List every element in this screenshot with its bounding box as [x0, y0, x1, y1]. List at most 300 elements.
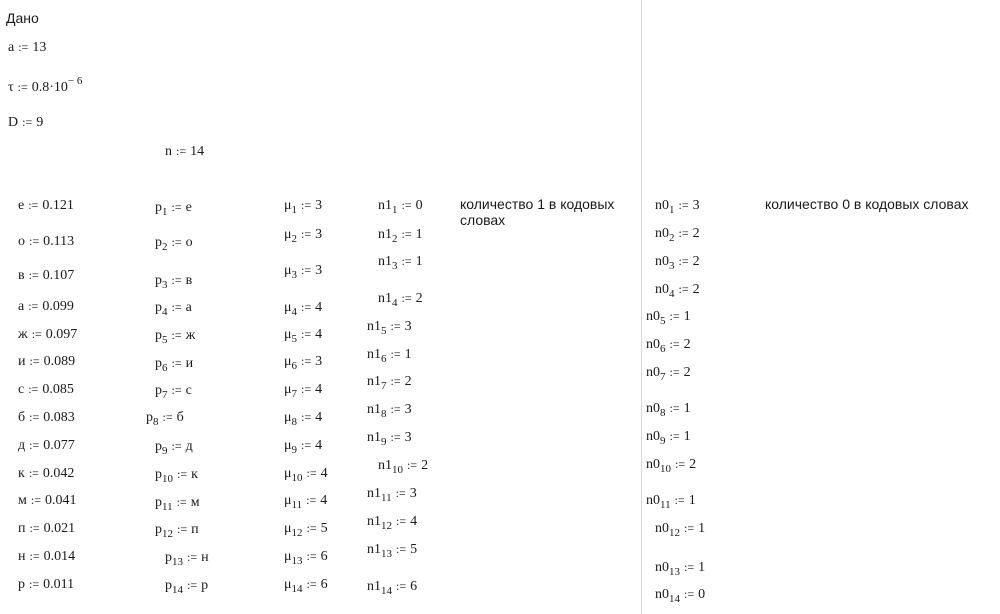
p-value: ж	[185, 328, 196, 343]
n1-var: n1	[378, 227, 392, 242]
mu-var: μ	[284, 300, 292, 315]
given-n-name: n	[165, 144, 172, 159]
mu-var: μ	[284, 227, 292, 242]
p-value: к	[191, 467, 198, 482]
assign-op: :=	[401, 291, 412, 305]
n1-var: n1	[367, 374, 381, 389]
mu-var: μ	[284, 410, 292, 425]
n1-value: 3	[409, 486, 417, 501]
n1-sub: 1	[392, 204, 398, 216]
p-sub: 12	[162, 528, 173, 540]
prob-letter: ж	[18, 327, 28, 342]
n1-row	[378, 197, 423, 214]
prob-letter: с	[18, 382, 25, 397]
n0-row	[646, 308, 691, 325]
assign-op: :=	[30, 493, 41, 507]
p-var: p	[155, 300, 162, 315]
p-row	[155, 355, 193, 372]
n1-var: n1	[367, 430, 381, 445]
p-var: p	[165, 550, 172, 565]
n1-var: n1	[367, 347, 381, 362]
mu-var: μ	[284, 521, 292, 536]
n1-sub: 3	[392, 260, 398, 272]
n1-sub: 7	[381, 380, 387, 392]
n1-var: n1	[367, 579, 381, 594]
p-sub: 6	[162, 362, 168, 374]
given-a-name: a	[8, 40, 15, 55]
n0-row	[646, 336, 691, 353]
mu-sub: 11	[291, 499, 303, 511]
assign-op: :=	[390, 430, 401, 444]
assign-op: :=	[171, 439, 182, 453]
assign-op: :=	[187, 550, 198, 564]
p-sub: 4	[162, 306, 168, 318]
mu-row	[284, 465, 328, 482]
n0-var: n0	[646, 401, 660, 416]
n1-sub: 11	[381, 492, 392, 504]
assign-op: :=	[177, 522, 188, 536]
n1-sub: 6	[381, 353, 387, 365]
prob-value: 0.097	[45, 327, 78, 342]
mu-sub: 2	[291, 233, 298, 245]
prob-row	[18, 492, 76, 509]
p-value: е	[185, 200, 192, 215]
p-var: p	[155, 383, 162, 398]
assign-op: :=	[306, 466, 317, 480]
assign-op: :=	[306, 549, 317, 563]
n1-value: 2	[404, 374, 412, 389]
assign-op: :=	[29, 410, 40, 424]
n0-sub: 11	[660, 499, 671, 511]
mu-row	[284, 262, 322, 279]
assign-op: :=	[301, 382, 312, 396]
n0-var: n0	[646, 337, 660, 352]
prob-value: 0.011	[43, 577, 75, 592]
p-sub: 10	[162, 473, 173, 485]
prob-letter: о	[18, 234, 25, 249]
mu-sub: 5	[291, 333, 298, 345]
mu-value: 4	[315, 410, 323, 425]
n0-value: 0	[698, 587, 706, 602]
prob-row	[18, 298, 74, 315]
n1-value: 4	[410, 514, 418, 529]
p-value: п	[191, 522, 199, 537]
given-D	[8, 114, 43, 131]
n0-value: 1	[698, 521, 706, 536]
assign-op: :=	[390, 319, 401, 333]
assign-op: :=	[162, 410, 173, 424]
mu-row	[284, 492, 327, 509]
prob-letter: к	[18, 466, 25, 481]
assign-op: :=	[306, 493, 317, 507]
n1-var: n1	[378, 291, 392, 306]
n0-value: 2	[689, 457, 697, 472]
n1-var: n1	[367, 319, 381, 334]
p-var: p	[155, 273, 162, 288]
mu-value: 4	[315, 438, 323, 453]
p-var: p	[155, 495, 162, 510]
n1-value: 3	[404, 430, 412, 445]
page-divider	[641, 0, 642, 614]
n0-row	[646, 456, 696, 473]
prob-row	[18, 465, 74, 482]
n1-var: n1	[367, 402, 381, 417]
given-tau-name: τ	[8, 80, 14, 95]
n0-row	[646, 400, 691, 417]
n1-value: 3	[404, 402, 412, 417]
p-value: б	[176, 410, 184, 425]
n1-row	[367, 318, 412, 335]
assign-op: :=	[390, 402, 401, 416]
prob-row	[18, 576, 74, 593]
prob-value: 0.085	[42, 382, 74, 397]
n1-row	[378, 290, 423, 307]
p-value: м	[190, 495, 200, 510]
assign-op: :=	[28, 466, 39, 480]
prob-value: 0.083	[43, 410, 75, 425]
assign-op: :=	[187, 578, 198, 592]
n0-sub: 8	[660, 407, 666, 419]
assign-op: :=	[28, 268, 39, 282]
heading: Дано	[6, 10, 39, 26]
assign-op: :=	[29, 234, 40, 248]
prob-row	[18, 409, 75, 426]
prob-value: 0.113	[43, 234, 75, 249]
prob-row	[18, 381, 74, 398]
n1-sub: 13	[381, 548, 392, 560]
p-value: в	[185, 273, 193, 288]
assign-op: :=	[684, 560, 695, 574]
mu-sub: 1	[291, 204, 298, 216]
mu-row	[284, 409, 322, 426]
n1-sub: 14	[381, 585, 392, 597]
p-row	[155, 199, 192, 216]
assign-op: :=	[407, 458, 418, 472]
mu-value: 4	[315, 327, 323, 342]
prob-letter: н	[18, 549, 26, 564]
assign-op: :=	[301, 198, 312, 212]
zeros-count-note: количество 0 в кодовых словах	[765, 196, 969, 212]
assign-op: :=	[22, 115, 33, 129]
n1-row	[367, 429, 412, 446]
p-value: и	[185, 356, 194, 371]
assign-op: :=	[678, 282, 689, 296]
p-sub: 1	[162, 206, 168, 218]
n1-value: 6	[410, 579, 418, 594]
assign-op: :=	[306, 521, 317, 535]
n0-var: n0	[646, 493, 660, 508]
n0-var: n0	[646, 365, 660, 380]
assign-op: :=	[28, 299, 39, 313]
n1-row	[367, 373, 412, 390]
p-value: с	[185, 383, 192, 398]
assign-op: :=	[28, 382, 39, 396]
prob-row	[18, 437, 75, 454]
mu-value: 5	[320, 521, 328, 536]
mu-value: 4	[315, 382, 323, 397]
assign-op: :=	[17, 80, 28, 94]
mu-var: μ	[284, 577, 292, 592]
p-var: p	[155, 356, 162, 371]
p-sub: 2	[162, 241, 168, 253]
n0-var: n0	[655, 254, 669, 269]
p-sub: 7	[162, 389, 168, 401]
assign-op: :=	[176, 144, 187, 158]
p-row	[155, 382, 192, 399]
n0-sub: 13	[669, 566, 680, 578]
mu-row	[284, 520, 328, 537]
n0-value: 1	[688, 493, 696, 508]
p-row	[155, 327, 195, 344]
n1-value: 1	[415, 227, 423, 242]
assign-op: :=	[171, 273, 182, 287]
n1-row	[378, 457, 428, 474]
mu-row	[284, 381, 322, 398]
prob-value: 0.107	[42, 268, 75, 283]
assign-op: :=	[669, 365, 680, 379]
mu-var: μ	[284, 438, 292, 453]
assign-op: :=	[669, 429, 680, 443]
assign-op: :=	[29, 577, 40, 591]
mu-var: μ	[284, 354, 292, 369]
prob-letter: р	[18, 577, 25, 592]
mu-sub: 12	[291, 527, 303, 539]
p-var: p	[146, 410, 153, 425]
p-row	[155, 272, 192, 289]
mu-value: 6	[320, 549, 328, 564]
n0-var: n0	[655, 226, 669, 241]
prob-letter: е	[18, 198, 25, 213]
mu-row	[284, 353, 322, 370]
assign-op: :=	[678, 254, 689, 268]
n0-sub: 3	[669, 260, 675, 272]
n1-value: 1	[404, 347, 412, 362]
n0-row	[646, 364, 691, 381]
mu-value: 4	[320, 493, 328, 508]
n0-var: n0	[646, 457, 660, 472]
prob-row	[18, 548, 75, 565]
n0-row	[655, 225, 700, 242]
n1-row	[367, 513, 417, 530]
assign-op: :=	[390, 347, 401, 361]
prob-value: 0.041	[44, 493, 77, 508]
assign-op: :=	[171, 300, 182, 314]
prob-value: 0.077	[43, 438, 75, 453]
assign-op: :=	[390, 374, 401, 388]
assign-op: :=	[171, 383, 182, 397]
n1-row	[367, 485, 417, 502]
assign-op: :=	[396, 514, 407, 528]
mu-var: μ	[284, 382, 292, 397]
assign-op: :=	[29, 354, 40, 368]
prob-letter: в	[18, 268, 25, 283]
n0-value: 1	[698, 560, 706, 575]
prob-letter: п	[18, 521, 26, 536]
mu-sub: 7	[291, 388, 298, 400]
n0-var: n0	[655, 198, 669, 213]
n0-sub: 10	[660, 463, 671, 475]
assign-op: :=	[684, 587, 695, 601]
n0-sub: 4	[669, 288, 675, 300]
n0-row	[655, 197, 700, 214]
n0-var: n0	[655, 587, 669, 602]
n1-var: n1	[367, 542, 381, 557]
assign-op: :=	[674, 493, 685, 507]
n1-row	[378, 226, 423, 243]
n0-sub: 9	[660, 435, 666, 447]
prob-value: 0.099	[42, 299, 74, 314]
n1-sub: 10	[392, 464, 403, 476]
prob-row	[18, 520, 75, 537]
n1-sub: 2	[392, 233, 398, 245]
assign-op: :=	[301, 227, 312, 241]
mu-value: 4	[315, 300, 323, 315]
mu-var: μ	[284, 493, 292, 508]
n0-row	[655, 520, 705, 537]
mu-row	[284, 226, 322, 243]
prob-letter: д	[18, 438, 26, 453]
mu-sub: 6	[291, 360, 298, 372]
n0-row	[655, 253, 700, 270]
assign-op: :=	[171, 356, 182, 370]
n0-row	[646, 492, 696, 509]
given-D-value: 9	[36, 115, 44, 130]
p-sub: 11	[162, 501, 173, 513]
n0-row	[655, 586, 705, 603]
assign-op: :=	[669, 401, 680, 415]
n1-row	[367, 346, 412, 363]
n1-var: n1	[378, 254, 392, 269]
n1-sub: 8	[381, 408, 387, 420]
given-a-value: 13	[32, 40, 47, 55]
mu-row	[284, 576, 328, 593]
p-var: p	[155, 467, 162, 482]
p-var: p	[155, 200, 162, 215]
n1-value: 3	[404, 319, 412, 334]
p-value: а	[185, 300, 192, 315]
mu-row	[284, 548, 328, 565]
mu-value: 4	[320, 466, 328, 481]
p-row	[165, 577, 208, 594]
n1-row	[367, 401, 412, 418]
n1-value: 0	[415, 198, 423, 213]
given-tau-value: 0.8·10	[31, 80, 68, 95]
assign-op: :=	[171, 200, 182, 214]
prob-letter: а	[18, 299, 25, 314]
assign-op: :=	[678, 198, 689, 212]
n0-row	[646, 428, 691, 445]
prob-row	[18, 267, 74, 284]
prob-value: 0.121	[42, 198, 74, 213]
prob-letter: м	[18, 493, 27, 508]
assign-op: :=	[678, 226, 689, 240]
mu-value: 3	[315, 227, 323, 242]
p-row	[155, 521, 199, 538]
n0-value: 1	[683, 309, 691, 324]
n1-sub: 4	[392, 297, 398, 309]
mu-row	[284, 299, 322, 316]
assign-op: :=	[675, 457, 686, 471]
n0-value: 2	[683, 337, 691, 352]
mu-row	[284, 326, 322, 343]
assign-op: :=	[301, 327, 312, 341]
n1-value: 1	[415, 254, 423, 269]
mu-row	[284, 197, 322, 214]
mu-sub: 8	[291, 416, 298, 428]
assign-op: :=	[177, 467, 188, 481]
assign-op: :=	[396, 579, 407, 593]
p-row	[165, 549, 209, 566]
prob-row	[18, 353, 75, 370]
assign-op: :=	[401, 227, 412, 241]
n0-value: 2	[683, 365, 691, 380]
p-sub: 14	[172, 584, 183, 596]
n1-var: n1	[367, 486, 381, 501]
n0-sub: 7	[660, 371, 666, 383]
p-row	[155, 466, 198, 483]
p-sub: 3	[162, 279, 168, 291]
prob-row	[18, 233, 74, 250]
p-sub: 13	[172, 556, 183, 568]
p-value: д	[185, 439, 193, 454]
mu-var: μ	[284, 549, 292, 564]
p-value: о	[185, 235, 193, 250]
assign-op: :=	[31, 327, 42, 341]
p-sub: 8	[153, 416, 159, 428]
mu-value: 3	[315, 263, 323, 278]
n0-value: 2	[692, 254, 700, 269]
prob-letter: б	[18, 410, 26, 425]
n0-sub: 12	[669, 527, 680, 539]
p-sub: 5	[162, 334, 168, 346]
n1-var: n1	[378, 458, 392, 473]
p-var: p	[155, 235, 162, 250]
n0-var: n0	[646, 309, 660, 324]
mu-value: 6	[320, 577, 328, 592]
assign-op: :=	[301, 410, 312, 424]
mu-sub: 3	[291, 269, 298, 281]
given-n-value: 14	[190, 144, 205, 159]
mu-sub: 13	[291, 555, 303, 567]
assign-op: :=	[29, 521, 40, 535]
p-sub: 9	[162, 445, 168, 457]
prob-letter: и	[18, 354, 26, 369]
n0-var: n0	[655, 560, 669, 575]
n0-sub: 1	[669, 204, 675, 216]
assign-op: :=	[171, 328, 182, 342]
n1-var: n1	[367, 514, 381, 529]
prob-value: 0.042	[42, 466, 75, 481]
p-var: p	[155, 328, 162, 343]
prob-value: 0.089	[43, 354, 76, 369]
n1-row	[378, 253, 423, 270]
assign-op: :=	[301, 263, 312, 277]
p-var: p	[165, 578, 172, 593]
mu-sub: 10	[291, 472, 303, 484]
p-row	[146, 409, 184, 426]
p-value: н	[201, 550, 209, 565]
assign-op: :=	[301, 354, 312, 368]
n1-row	[367, 578, 417, 595]
p-row	[155, 234, 193, 251]
n0-value: 1	[683, 401, 691, 416]
assign-op: :=	[176, 495, 187, 509]
p-var: p	[155, 439, 162, 454]
p-row	[155, 438, 193, 455]
n0-sub: 5	[660, 315, 666, 327]
n0-sub: 6	[660, 343, 666, 355]
n0-row	[655, 559, 705, 576]
